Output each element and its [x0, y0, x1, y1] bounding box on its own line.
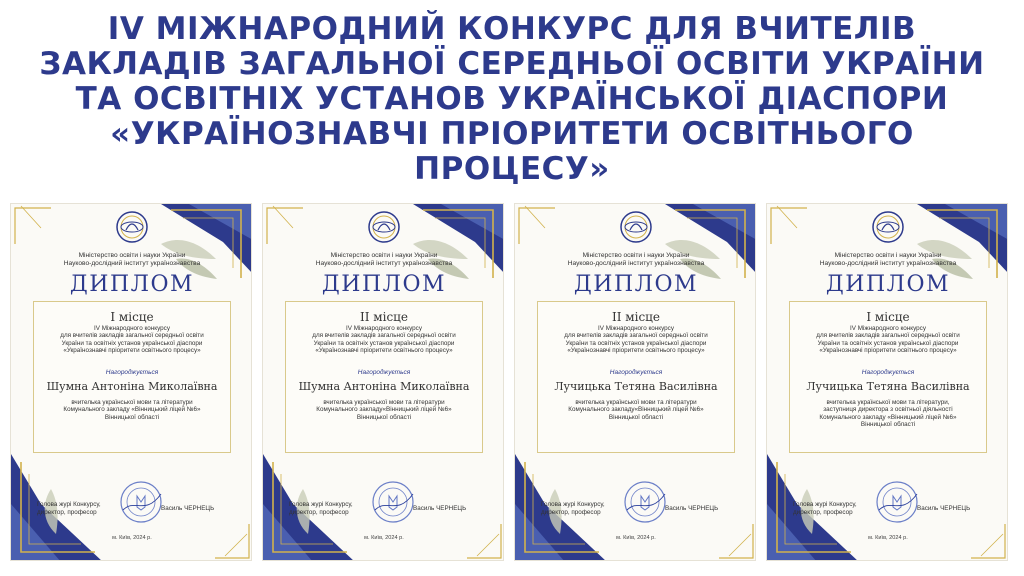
city-date: м. Київ, 2024 р.	[112, 535, 152, 541]
recipient-name: Лучицька Тетяна Василівна	[554, 380, 718, 393]
ministry-text: Міністерство освіти і науки України Науково-дослідний інститут українознавства	[567, 252, 705, 267]
diploma-title: ДИПЛОМ	[573, 272, 699, 297]
signer-title: Голова журі Конкурсу, директор, професор	[793, 501, 857, 516]
institute-emblem-icon	[619, 210, 653, 244]
signer-name: Василь ЧЕРНЕЦЬ	[917, 505, 971, 512]
signer-title: Голова журі Конкурсу, директор, професор	[289, 501, 353, 516]
place-text: І місце	[110, 310, 154, 324]
diploma-title: ДИПЛОМ	[321, 272, 447, 297]
signer-name: Василь ЧЕРНЕЦЬ	[665, 505, 719, 512]
awarded-label: Нагороджується	[609, 369, 663, 376]
page-headline: IV МІЖНАРОДНИЙ КОНКУРС ДЛЯ ВЧИТЕЛІВ ЗАКЛАДІВ ЗАГАЛЬНОЇ СЕРЕДНЬОЇ ОСВІТИ УКРАЇНИ ТА ОСВІТНІХ УСТАНОВ УКРАЇНСЬКОЇ ДІАСПОРИ «УКРАЇНОЗНАВЧІ ПРІОРИТЕТИ ОСВІТНЬОГО ПРОЦЕСУ»	[39, 11, 985, 187]
place-text: І місце	[866, 310, 910, 324]
contest-text: ІV Міжнародного конкурсу для вчителів закладів загальної середньої освіти України та освітніх установ української діаспори «Українознавчі пріоритети освітнього процесу»	[564, 325, 708, 355]
official-stamp-icon	[119, 480, 163, 524]
awarded-label: Нагороджується	[861, 369, 915, 376]
diploma-card	[10, 203, 252, 561]
city-date: м. Київ, 2024 р.	[616, 535, 656, 541]
diploma-card	[766, 203, 1008, 561]
contest-text: ІV Міжнародного конкурсу для вчителів закладів загальної середньої освіти України та освітніх установ української діаспори «Українознавчі пріоритети освітнього процесу»	[816, 325, 960, 355]
institute-emblem-icon	[367, 210, 401, 244]
recipient-name: Шумна Антоніна Миколаївна	[298, 380, 470, 393]
institute-emblem-icon	[871, 210, 905, 244]
official-stamp-icon	[371, 480, 415, 524]
recipient-position: вчителька української мови та літератури Комунального закладу«Вінницький ліцей №6» Вінницької області	[316, 399, 452, 421]
recipient-position: вчителька української мови та літератури, заступниця директора з освітньої діяльності Комунального закладу «Вінницький ліцей №6» Вінницької області	[819, 399, 957, 429]
city-date: м. Київ, 2024 р.	[364, 535, 404, 541]
ministry-text: Міністерство освіти і науки України Науково-дослідний інститут українознавства	[63, 252, 201, 267]
recipient-position: вчителька української мови та літератури Комунального закладу «Вінницький ліцей №6» Вінницької області	[63, 399, 201, 421]
ministry-text: Міністерство освіти і науки України Науково-дослідний інститут українознавства	[819, 252, 957, 267]
signer-name: Василь ЧЕРНЕЦЬ	[161, 505, 215, 512]
diploma-card	[262, 203, 504, 561]
city-date: м. Київ, 2024 р.	[868, 535, 908, 541]
recipient-name: Лучицька Тетяна Василівна	[806, 380, 970, 393]
contest-text: ІV Міжнародного конкурсу для вчителів закладів загальної середньої освіти України та освітніх установ української діаспори «Українознавчі пріоритети освітнього процесу»	[312, 325, 456, 355]
signer-title: Голова журі Конкурсу, директор, професор	[37, 501, 101, 516]
awarded-label: Нагороджується	[105, 369, 159, 376]
contest-text: ІV Міжнародного конкурсу для вчителів закладів загальної середньої освіти України та освітніх установ української діаспори «Українознавчі пріоритети освітнього процесу»	[60, 325, 204, 355]
diploma-title: ДИПЛОМ	[69, 272, 195, 297]
place-text: ІІ місце	[611, 310, 660, 324]
diploma-card	[514, 203, 756, 561]
awarded-label: Нагороджується	[357, 369, 411, 376]
diploma-title: ДИПЛОМ	[825, 272, 951, 297]
recipient-position: вчителька української мови та літератури Комунального закладу«Вінницький ліцей №6» Вінницької області	[568, 399, 704, 421]
place-text: ІІ місце	[359, 310, 408, 324]
signer-title: Голова журі Конкурсу, директор, професор	[541, 501, 605, 516]
official-stamp-icon	[875, 480, 919, 524]
official-stamp-icon	[623, 480, 667, 524]
signer-name: Василь ЧЕРНЕЦЬ	[413, 505, 467, 512]
institute-emblem-icon	[115, 210, 149, 244]
ministry-text: Міністерство освіти і науки України Науково-дослідний інститут українознавства	[315, 252, 453, 267]
recipient-name: Шумна Антоніна Миколаївна	[46, 380, 218, 393]
